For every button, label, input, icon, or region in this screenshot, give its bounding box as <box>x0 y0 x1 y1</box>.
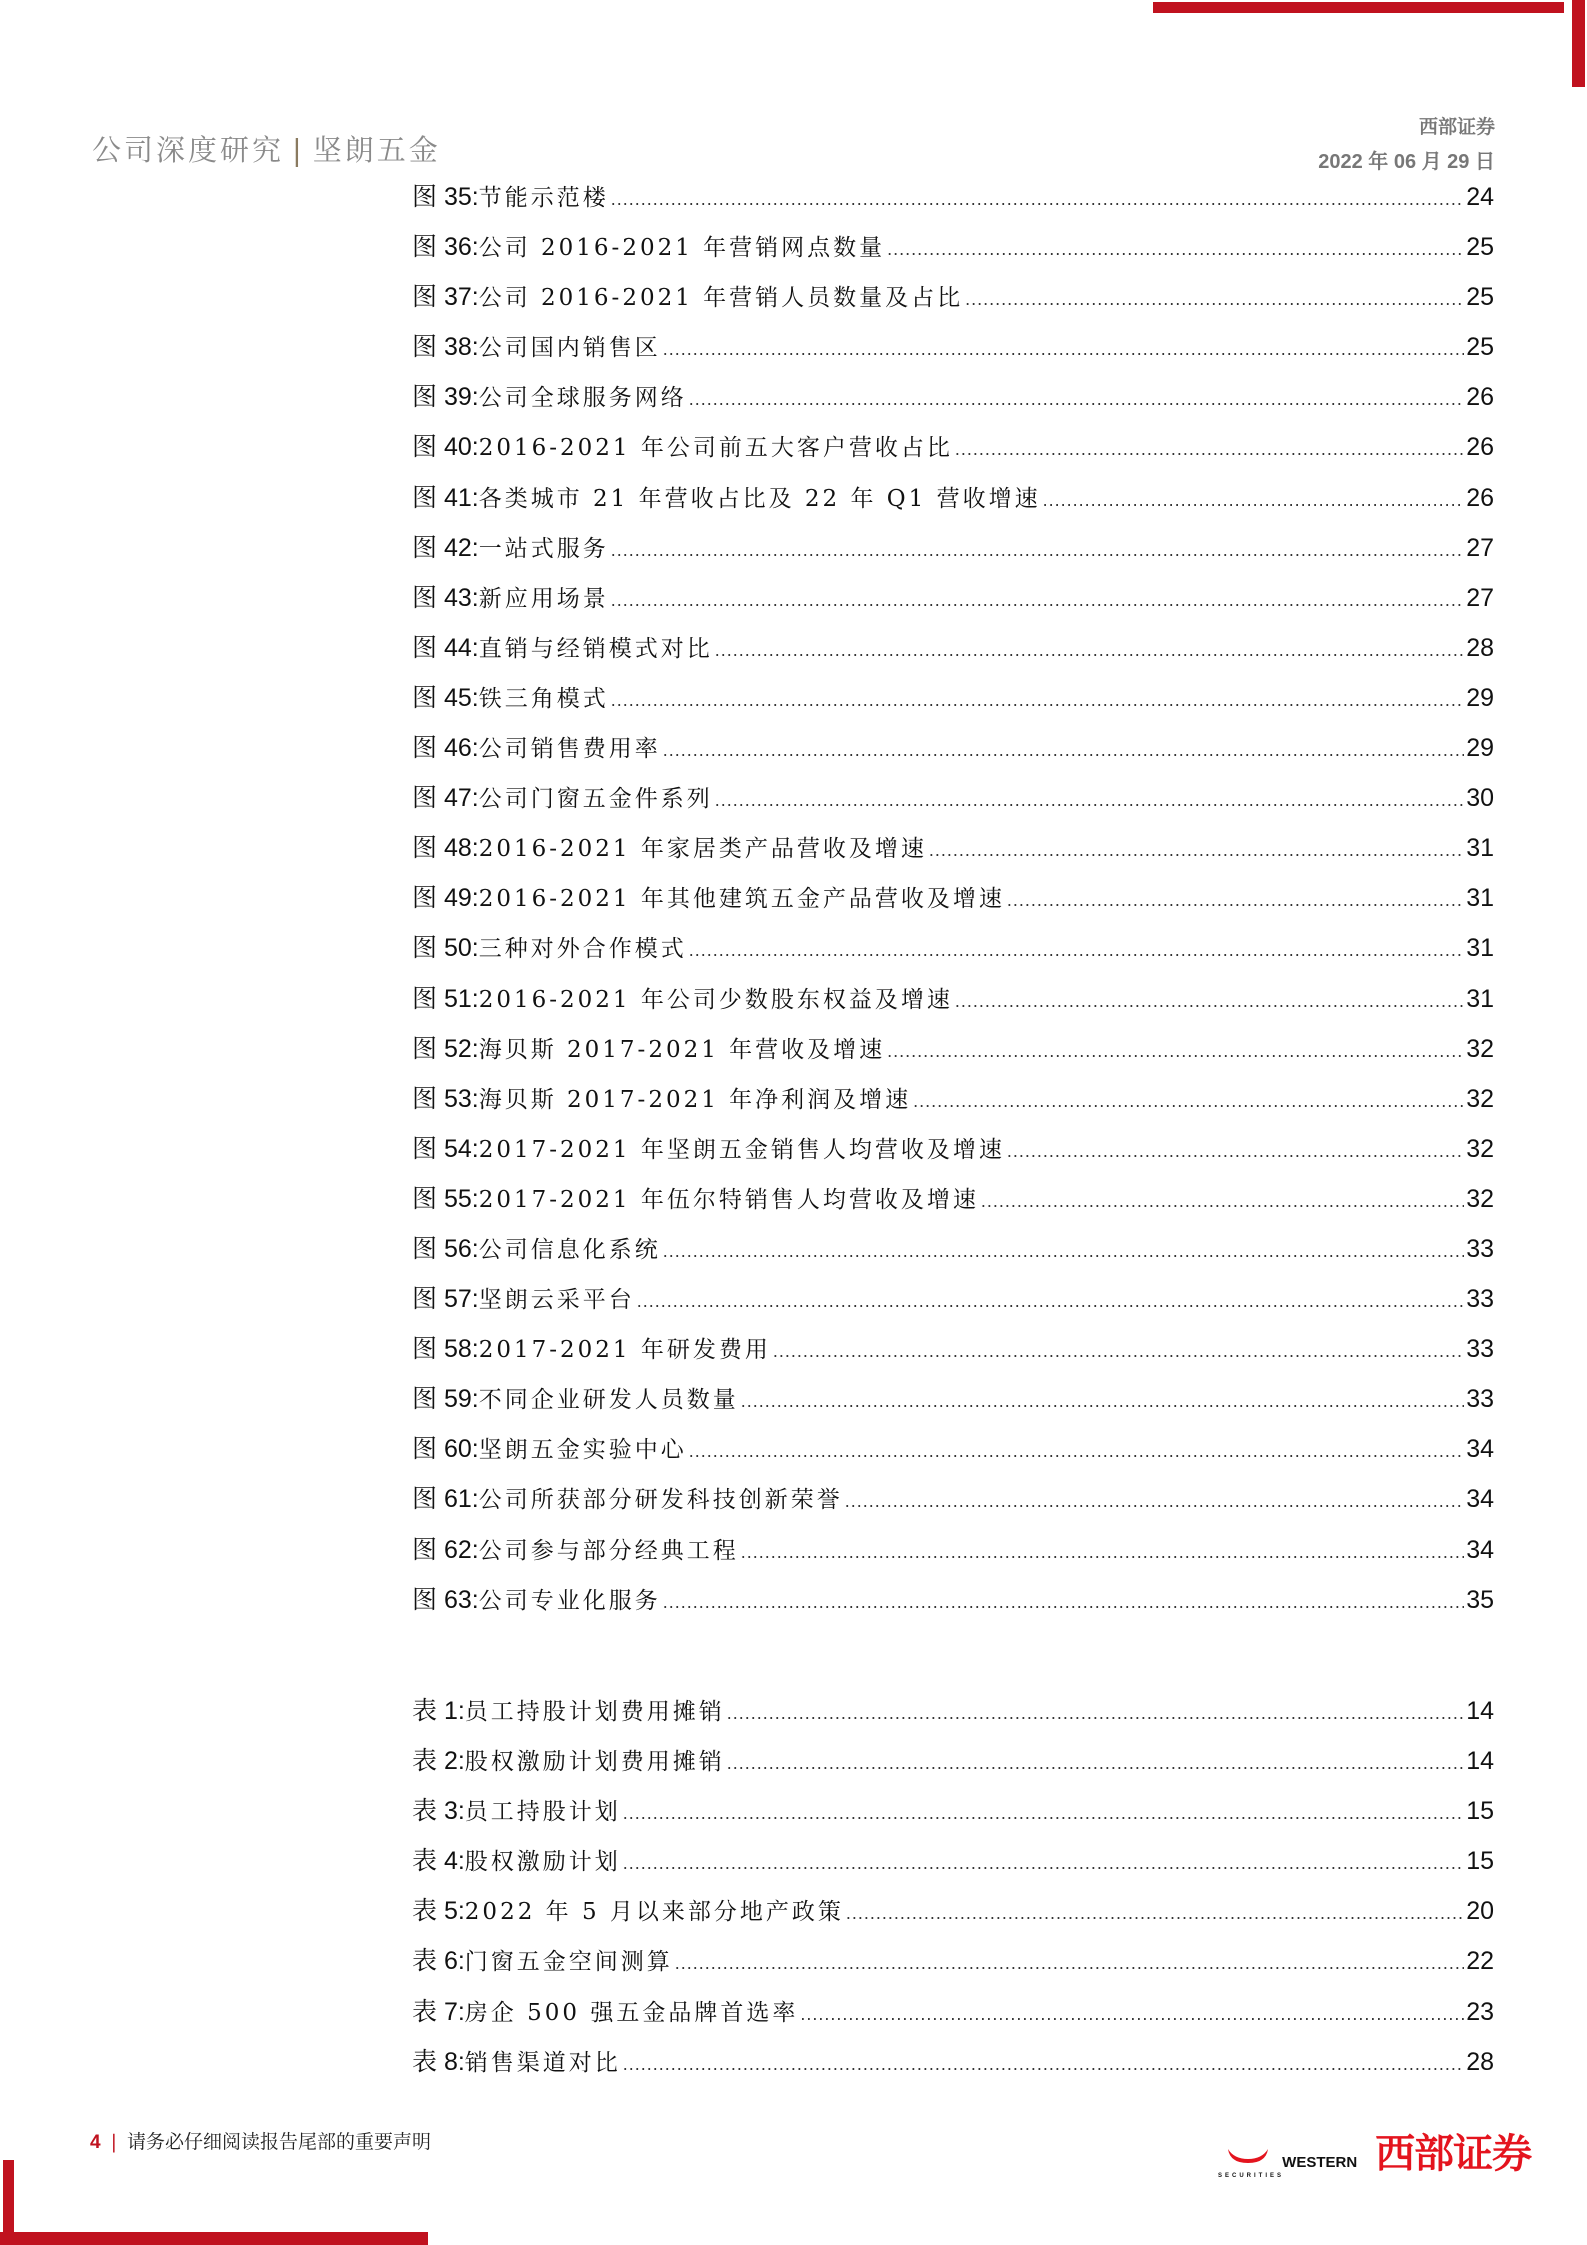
figure-entry[interactable] <box>412 1079 1494 1129</box>
entry-label: 图 43: <box>412 583 479 612</box>
entry-title: 2016-2021 年公司少数股东权益及增速 <box>478 986 953 1013</box>
dot-leader <box>773 1335 1464 1364</box>
entry-title: 2017-2021 年伍尔特销售人均营收及增速 <box>478 1186 979 1213</box>
entry-page: 31 <box>1466 984 1494 1013</box>
dot-leader <box>623 1847 1464 1876</box>
figure-entry[interactable] <box>412 1129 1494 1179</box>
entry-label: 表 8: <box>412 2047 465 2076</box>
dot-leader <box>800 1998 1464 2027</box>
figure-entry[interactable] <box>412 1429 1494 1479</box>
entry-title: 公司专业化服务 <box>478 1587 661 1614</box>
figure-entry[interactable] <box>412 1179 1494 1229</box>
entry-page: 31 <box>1466 884 1494 913</box>
table-entry[interactable] <box>412 1691 1494 1741</box>
logo-en-sub: SECURITIES <box>1218 2173 1285 2179</box>
dot-leader <box>689 1435 1464 1464</box>
dot-leader <box>1007 1135 1464 1164</box>
entry-label: 图 49: <box>412 884 479 913</box>
dot-leader <box>845 1485 1464 1514</box>
entry-title: 坚朗云采平台 <box>478 1287 635 1314</box>
entry-label: 图 61: <box>412 1485 479 1514</box>
entry-page: 22 <box>1466 1947 1494 1976</box>
entry-label: 图 50: <box>412 934 479 963</box>
entry-title: 不同企业研发人员数量 <box>478 1387 739 1414</box>
entry-label: 图 42: <box>412 533 479 562</box>
entry-title: 2017-2021 年研发费用 <box>478 1337 771 1364</box>
dot-leader <box>623 1797 1464 1826</box>
dot-leader <box>715 634 1464 663</box>
entry-title: 股权激励计划 <box>464 1849 621 1876</box>
entry-label: 图 37: <box>412 283 479 312</box>
entry-page: 32 <box>1466 1134 1494 1163</box>
entry-title: 销售渠道对比 <box>464 2049 621 2076</box>
entry-page: 25 <box>1466 333 1494 362</box>
entry-page: 29 <box>1466 683 1494 712</box>
entry-title: 公司所获部分研发科技创新荣誉 <box>478 1487 843 1514</box>
figure-entry[interactable] <box>412 427 1494 477</box>
figure-entry[interactable] <box>412 1379 1494 1429</box>
entry-label: 图 59: <box>412 1385 479 1414</box>
logo-cn: 西部证券 <box>1375 2131 1532 2177</box>
table-entry[interactable] <box>412 1891 1494 1941</box>
entry-label: 图 56: <box>412 1234 479 1263</box>
entry-title: 公司销售费用率 <box>478 736 661 763</box>
company-logo <box>1218 2122 1531 2179</box>
company-name: 坚朗五金 <box>312 133 441 167</box>
entry-page: 32 <box>1466 1184 1494 1213</box>
entry-title: 员工持股计划 <box>464 1799 621 1826</box>
entry-page: 32 <box>1466 1084 1494 1113</box>
entry-title: 节能示范楼 <box>478 185 609 211</box>
dot-leader <box>1043 484 1465 513</box>
dot-leader <box>611 584 1464 613</box>
report-type: 公司深度研究 <box>92 133 285 167</box>
dot-leader <box>663 734 1464 763</box>
entry-page: 33 <box>1466 1285 1494 1314</box>
dot-leader <box>689 934 1464 963</box>
entry-label: 图 58: <box>412 1335 479 1364</box>
figure-entry[interactable] <box>412 478 1494 528</box>
entry-page: 30 <box>1466 784 1494 813</box>
figure-entry[interactable] <box>412 979 1494 1029</box>
report-date: 2022 年 06 月 29 日 <box>1318 151 1495 173</box>
dot-leader <box>846 1897 1464 1926</box>
entry-page: 33 <box>1466 1385 1494 1414</box>
figure-entry[interactable] <box>412 928 1494 978</box>
entry-title: 三种对外合作模式 <box>478 936 687 963</box>
entry-label: 图 57: <box>412 1285 479 1314</box>
disclaimer-notice: 请务必仔细阅读报告尾部的重要声明 <box>126 2131 431 2153</box>
entry-label: 表 2: <box>412 1747 465 1776</box>
dot-leader <box>741 1385 1464 1414</box>
dot-leader <box>955 985 1464 1014</box>
entry-label: 图 54: <box>412 1134 479 1163</box>
entry-page: 15 <box>1466 1797 1494 1826</box>
dot-leader <box>611 684 1464 713</box>
entry-title: 公司 2016-2021 年营销网点数量 <box>478 235 886 262</box>
figure-entry[interactable] <box>412 1029 1494 1079</box>
entry-label: 表 5: <box>412 1897 465 1926</box>
table-entry[interactable] <box>412 1741 1494 1791</box>
entry-title: 公司门窗五金件系列 <box>478 786 713 813</box>
footer-divider: | <box>110 2131 117 2153</box>
entry-page: 31 <box>1466 934 1494 963</box>
figure-entry[interactable] <box>412 377 1494 427</box>
dot-leader <box>955 433 1464 462</box>
entry-title: 门窗五金空间测算 <box>464 1949 673 1976</box>
logo-en <box>1218 2147 1357 2179</box>
figure-entry[interactable] <box>412 1580 1494 1630</box>
entry-page: 33 <box>1466 1335 1494 1364</box>
entry-label: 图 44: <box>412 633 479 662</box>
entry-label: 图 60: <box>412 1435 479 1464</box>
dot-leader <box>741 1536 1464 1565</box>
figure-list <box>412 177 1494 1630</box>
footer <box>90 2127 431 2154</box>
dot-leader <box>689 383 1464 412</box>
entry-label: 表 1: <box>412 1697 465 1725</box>
entry-label: 图 62: <box>412 1535 479 1564</box>
entry-label: 表 3: <box>412 1797 465 1826</box>
entry-title: 新应用场景 <box>478 585 609 612</box>
figure-entry[interactable] <box>412 1479 1494 1529</box>
entry-page: 34 <box>1466 1485 1494 1514</box>
dot-leader <box>887 1035 1464 1064</box>
table-list <box>412 1691 1494 2092</box>
entry-title: 各类城市 21 年营收占比及 22 年 Q1 营收增速 <box>478 485 1041 512</box>
figure-entry[interactable] <box>412 728 1494 778</box>
top-right-red-bar <box>1572 0 1585 87</box>
entry-page: 25 <box>1466 283 1494 312</box>
dot-leader <box>675 1947 1464 1976</box>
entry-label: 图 45: <box>412 683 479 712</box>
entry-page: 26 <box>1466 433 1494 462</box>
entry-label: 图 41: <box>412 483 479 512</box>
dot-leader <box>715 784 1464 813</box>
entry-title: 直销与经销模式对比 <box>478 635 713 662</box>
figure-entry[interactable] <box>412 177 1494 227</box>
left-red-bar <box>3 2160 14 2245</box>
entry-page: 20 <box>1466 1897 1494 1926</box>
dot-leader <box>611 183 1464 212</box>
entry-title: 公司参与部分经典工程 <box>478 1537 739 1564</box>
org-name: 西部证券 <box>1418 116 1495 138</box>
entry-title: 股权激励计划费用摊销 <box>464 1749 725 1776</box>
entry-page: 27 <box>1466 583 1494 612</box>
entry-page: 33 <box>1466 1234 1494 1263</box>
figure-entry[interactable] <box>412 678 1494 728</box>
dot-leader <box>637 1285 1464 1314</box>
entry-page: 35 <box>1466 1585 1494 1614</box>
dot-leader <box>965 283 1464 312</box>
table-entry[interactable] <box>412 1992 1494 2042</box>
figure-entry[interactable] <box>412 578 1494 628</box>
entry-label: 表 7: <box>412 1997 465 2026</box>
entry-title: 公司信息化系统 <box>478 1236 661 1263</box>
figure-entry[interactable] <box>412 1329 1494 1379</box>
entry-label: 表 6: <box>412 1947 465 1976</box>
entry-label: 图 63: <box>412 1585 479 1614</box>
dot-leader <box>611 534 1464 563</box>
figure-entry[interactable] <box>412 1229 1494 1279</box>
dot-leader <box>663 1586 1464 1615</box>
dot-leader <box>1007 884 1464 913</box>
dot-leader <box>913 1085 1464 1114</box>
entry-title: 2016-2021 年其他建筑五金产品营收及增速 <box>478 886 1005 913</box>
figure-entry[interactable] <box>412 227 1494 277</box>
entry-label: 图 52: <box>412 1034 479 1063</box>
entry-title: 公司 2016-2021 年营销人员数量及占比 <box>478 285 964 312</box>
entry-label: 图 51: <box>412 984 479 1013</box>
entry-label: 图 38: <box>412 333 479 362</box>
report-header <box>92 128 441 169</box>
entry-label: 图 39: <box>412 383 479 412</box>
figure-entry[interactable] <box>412 778 1494 828</box>
entry-label: 图 46: <box>412 734 479 763</box>
dot-leader <box>887 233 1464 262</box>
bottom-left-red-bar <box>0 2232 428 2245</box>
entry-label: 图 36: <box>412 233 479 262</box>
entry-title: 公司国内销售区 <box>478 335 661 362</box>
figure-entry[interactable] <box>412 878 1494 928</box>
entry-page: 27 <box>1466 533 1494 562</box>
header-divider: | <box>292 133 305 167</box>
entry-label: 表 4: <box>412 1847 465 1876</box>
entry-page: 32 <box>1466 1034 1494 1063</box>
dot-leader <box>981 1185 1464 1214</box>
entry-title: 2016-2021 年公司前五大客户营收占比 <box>478 435 953 462</box>
dot-leader <box>929 834 1464 863</box>
figure-entry[interactable] <box>412 628 1494 678</box>
entry-page: 31 <box>1466 834 1494 863</box>
entry-title: 房企 500 强五金品牌首选率 <box>464 1999 799 2026</box>
entry-label: 图 53: <box>412 1084 479 1113</box>
entry-title: 一站式服务 <box>478 535 609 562</box>
entry-page: 34 <box>1466 1535 1494 1564</box>
figure-entry[interactable] <box>412 327 1494 377</box>
entry-page: 34 <box>1466 1435 1494 1464</box>
header-meta <box>1318 112 1495 174</box>
entry-page: 24 <box>1466 183 1494 211</box>
entry-page: 14 <box>1466 1697 1494 1725</box>
figure-entry[interactable] <box>412 1530 1494 1580</box>
entry-title: 2022 年 5 月以来部分地产政策 <box>464 1899 844 1926</box>
figure-entry[interactable] <box>412 528 1494 578</box>
entry-title: 海贝斯 2017-2021 年净利润及增速 <box>478 1086 912 1113</box>
entry-title: 铁三角模式 <box>478 685 609 712</box>
entry-page: 28 <box>1466 2047 1494 2076</box>
entry-page: 25 <box>1466 233 1494 262</box>
dot-leader <box>663 1235 1464 1264</box>
entry-page: 26 <box>1466 383 1494 412</box>
page-number: 4 <box>90 2132 101 2153</box>
entry-page: 28 <box>1466 633 1494 662</box>
entry-title: 坚朗五金实验中心 <box>478 1437 687 1464</box>
figure-entry[interactable] <box>412 277 1494 327</box>
logo-en-text: WESTERN <box>1282 2154 1358 2171</box>
table-entry[interactable] <box>412 2042 1494 2092</box>
dot-leader <box>727 1747 1464 1776</box>
entry-title: 2017-2021 年坚朗五金销售人均营收及增速 <box>478 1136 1005 1163</box>
entry-label: 图 35: <box>412 183 479 211</box>
entry-label: 图 47: <box>412 784 479 813</box>
table-entry[interactable] <box>412 1841 1494 1891</box>
table-entry[interactable] <box>412 1791 1494 1841</box>
entry-label: 图 55: <box>412 1184 479 1213</box>
entry-page: 26 <box>1466 483 1494 512</box>
entry-title: 海贝斯 2017-2021 年营收及增速 <box>478 1036 886 1063</box>
entry-title: 2016-2021 年家居类产品营收及增速 <box>478 836 927 863</box>
figure-entry[interactable] <box>412 828 1494 878</box>
top-red-bar <box>1153 2 1564 13</box>
entry-page: 15 <box>1466 1847 1494 1876</box>
entry-title: 公司全球服务网络 <box>478 385 687 412</box>
dot-leader <box>727 1697 1464 1726</box>
dot-leader <box>663 333 1464 362</box>
entry-label: 图 40: <box>412 433 479 462</box>
bull-horns-icon <box>1218 2147 1278 2167</box>
table-entry[interactable] <box>412 1941 1494 1991</box>
entry-page: 14 <box>1466 1747 1494 1776</box>
figure-entry[interactable] <box>412 1279 1494 1329</box>
entry-label: 图 48: <box>412 834 479 863</box>
dot-leader <box>623 2048 1464 2077</box>
entry-page: 23 <box>1466 1997 1494 2026</box>
entry-title: 员工持股计划费用摊销 <box>464 1699 725 1725</box>
entry-page: 29 <box>1466 734 1494 763</box>
